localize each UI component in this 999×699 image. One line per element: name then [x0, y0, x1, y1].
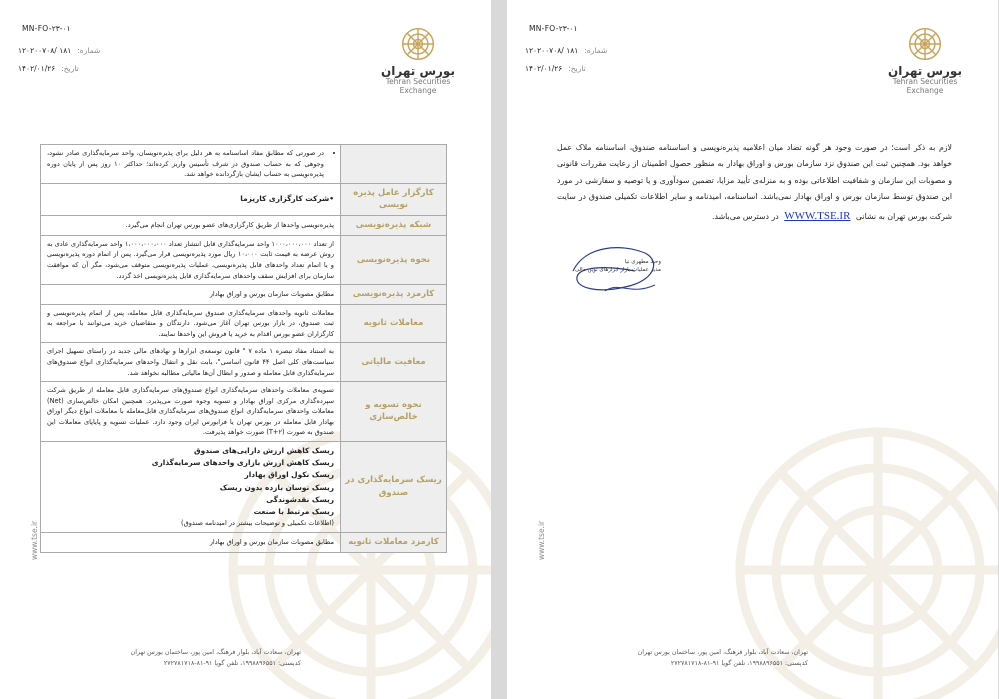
row-value: مطابق مصوبات سازمان بورس و اوراق بهادار [209, 538, 334, 547]
logo-english-1: Tehran Securities [892, 77, 958, 86]
row-label: نحوه پذیره‌نویسی [340, 236, 446, 284]
row-label: معافیت مالیاتی [340, 343, 446, 381]
signature-caption [571, 258, 661, 275]
logo-english-2: Exchange [399, 85, 437, 95]
logo-english-1: Tehran Securities [385, 77, 451, 86]
date-value: ۱۴۰۲/۰۱/۲۶ [525, 64, 563, 73]
intro-bullet: • در صورتی که مطابق مفاد اساسنامه به هر دلیل برای پذیره‌نویسان، واحد سرمایه‌گذاری صادر نشود، وجوهی که به حساب صندوق در شرف تأسیس واریز کرده‌اند؛ حداکثر ۱۰ روز پس از پایان دوره پذیره‌نویسی به حساب ایشان بازگردانده خواهد شد. [47, 148, 324, 180]
row-label [340, 145, 446, 183]
side-url: www.tse.ir [537, 520, 546, 560]
row-value: مطابق مصوبات سازمان بورس و اوراق بهادار [209, 290, 334, 299]
risk-item: ریسک نقدشوندگی [266, 494, 334, 504]
table-row [41, 145, 446, 184]
table-row [41, 343, 446, 382]
table-row [41, 184, 446, 217]
logo-persian: بورس تهران [381, 64, 455, 78]
side-url: www.tse.ir [30, 520, 39, 560]
tse-emblem-icon [400, 26, 436, 62]
risk-item: ریسک کاهش ارزش دارایی‌های صندوق [194, 445, 334, 455]
risk-label: ریسک سرمایه‌گذاری در صندوق [340, 442, 446, 532]
number-value: ۱۸۱ /۱۲۰۲۰۰۷۰۸ [18, 46, 72, 55]
signer-title: مدیر عملیات بازار ابزارهای نوین مالی [574, 267, 661, 274]
row-value: پذیره‌نویسی واحدها از طریق کارگزاری‌های عضو بورس تهران انجام می‌گیرد. [125, 221, 334, 230]
tse-logo [363, 26, 473, 106]
number-value: ۱۸۱ /۱۲۰۲۰۰۷۰۸ [525, 46, 579, 55]
footer-line: کدپستی: ۱۹۹۸۸۹۶۵۵۱، تلفن گویا ۹۱-۸۱-۲۷۲۷۸۱۷۱۸ [163, 659, 301, 667]
tse-logo [870, 26, 980, 106]
risk-note: (اطلاعات تکمیلی و توضیحات بیشتر در امیدنامه صندوق) [181, 519, 334, 528]
row-label: معاملات ثانویه [340, 305, 446, 343]
document-code: MN-FO-۲۳-۰۱ [22, 24, 71, 33]
risk-list [41, 442, 340, 532]
table-row [41, 442, 446, 533]
letter-text: لازم به ذکر است؛ در صورت وجود هر گونه تضاد میان اعلامیه پذیره‌نویسی و اساسنامه صندوق، اساسنامه ملاک عمل خواهد بود. همچنین ثبت این صندوق نزد سازمان بورس و اوراق بهادار به منظور حصول اطمینان از رعایت مقررات قانونی و مصوبات این سازمان و شفافیت اطلاعاتی بوده و به منزله‌ی تأیید مزایا، تضمین سودآوری و یا توصیه و سفارشی در مورد این صندوق توسط سازمان بورس و اوراق بهادار نمی‌باشد. اساسنامه، امیدنامه و سایر اطلاعات تکمیلی صندوق در سایت شرکت بورس تهران به نشانی [557, 143, 952, 222]
row-label: شبکه پذیره‌نویسی [340, 216, 446, 235]
date-value: ۱۴۰۲/۰۱/۲۶ [18, 64, 56, 73]
row-label: کارمزد معاملات ثانویه [340, 533, 446, 552]
table-row [41, 216, 446, 236]
table-row [41, 305, 446, 344]
tse-website-link[interactable]: WWW.TSE.IR [784, 210, 851, 223]
row-label: نحوه تسویه و خالص‌سازی [340, 382, 446, 441]
table-row [41, 236, 446, 285]
row-value: به استناد مفاد تبصره ۱ ماده ۷ " قانون توسعه‌ی ابزارها و نهادهای مالی جدید در راستای تسهیل اجرای سیاست‌های کلی اصل ۴۴ قانون اساسی"، بابت نقل و انتقال واحدهای سرمایه‌گذاری انواع صندوق‌های سرمایه‌گذاری قابل معامله و صدور و ابطال آن‌ها مالیاتی مطالبه نخواهد شد. [47, 347, 335, 377]
number-label: شماره: [77, 46, 101, 55]
table-row [41, 533, 446, 552]
letter-number [18, 46, 118, 55]
offering-table [40, 144, 447, 553]
row-label: کارمزد پذیره‌نویسی [340, 285, 446, 304]
footer-line: تهران، سعادت آباد، بلوار فرهنگ، امین پور، ساختمان بورس تهران [130, 649, 301, 656]
footer-address [81, 648, 301, 669]
page-gutter [491, 0, 507, 699]
table-row [41, 285, 446, 305]
risk-item: ریسک نکول اوراق بهادار [244, 470, 334, 480]
row-value: معاملات ثانویه واحدهای سرمایه‌گذاری صندوق سرمایه‌گذاری قابل معامله، پس از اتمام پذیره‌نویسی و ثبت صندوق، در بازار بورس تهران آغاز می‌شود. دارندگان و متقاضیان خرید می‌توانند با مراجعه به کارگزاران عضو بورس اقدام به خرید یا فروش این واحدها نمایند. [47, 308, 334, 338]
footer-address [588, 648, 808, 669]
footer-line: تهران، سعادت آباد، بلوار فرهنگ، امین پور، ساختمان بورس تهران [637, 649, 808, 656]
row-value: از تعداد ۱۰۰۰،۰۰۰،۰۰۰ واحد سرمایه‌گذاری قابل انتشار تعداد ۱،۰۰۰،۰۰۰،۰۰۰ واحد سرمایه‌گذاری عادی به روش عرضه به قیمت ثابت ۱۰،۰۰۰ ریال مورد پذیره‌نویسی قرار می‌گیرد. پس از اتمام دوره پذیره‌نویسی و یا اتمام تعداد واحدهای قابل پذیره‌نویسی، عملیات پذیره‌نویسی متوقف می‌شود، مگر آن که موافقت سازمان برای افزایش سقف واحدهای سرمایه‌گذاری قابل پذیره‌نویسی اخذ گردد. [47, 239, 334, 280]
date-label: تاریخ: [568, 64, 586, 73]
risk-item: ریسک کاهش ارزش بازاری واحدهای سرمایه‌گذاری [151, 458, 334, 468]
row-value [41, 145, 340, 183]
letter-body [557, 140, 952, 229]
signer-name: وحید مطهری نیا [624, 259, 661, 265]
letter-number [525, 46, 625, 55]
footer-line: کدپستی: ۱۹۹۸۸۹۶۵۵۱، تلفن گویا ۹۱-۸۱-۲۷۲۷۸۱۷۱۸ [670, 659, 808, 667]
letter-text-end: در دسترس می‌باشد. [712, 212, 779, 222]
letter-date [525, 64, 625, 73]
letter-date [18, 64, 118, 73]
logo-persian: بورس تهران [888, 64, 962, 78]
risk-item: ریسک مرتبط با صنعت [253, 506, 334, 516]
row-value: تسویه‌ی معاملات واحدهای سرمایه‌گذاری انواع صندوق‌های سرمایه‌گذاری قابل معامله از طریق شرکت سپرده‌گذاری مرکزی اوراق بهادار و تسویه وجوه صورت می‌پذیرد. همچنین امکان خالص‌سازی (Net) معاملات واحدهای سرمایه‌گذاری انواع صندوق‌های سرمایه‌گذاری قابل‌معامله با معاملات انواع دیگر اوراق بهادار قابل معامله در بورس تهران یا فرابورس ایران وجود دارد. عملیات تسویه و پایاپای معاملات این صندوق به صورت (T+۲) صورت خواهد پذیرفت. [47, 386, 334, 437]
document-page-right [507, 0, 998, 699]
table-row [41, 382, 446, 442]
row-value: •شرکت کارگزاری کاریزما [240, 194, 334, 204]
tse-emblem-icon [907, 26, 943, 62]
risk-item: ریسک نوسان بازده بدون ریسک [219, 482, 334, 492]
row-label: کارگزار عامل پذیره نویسی [340, 184, 446, 216]
document-page-left [0, 0, 491, 699]
date-label: تاریخ: [61, 64, 79, 73]
document-code: MN-FO-۲۳-۰۱ [529, 24, 578, 33]
number-label: شماره: [584, 46, 608, 55]
logo-english-2: Exchange [906, 85, 944, 95]
